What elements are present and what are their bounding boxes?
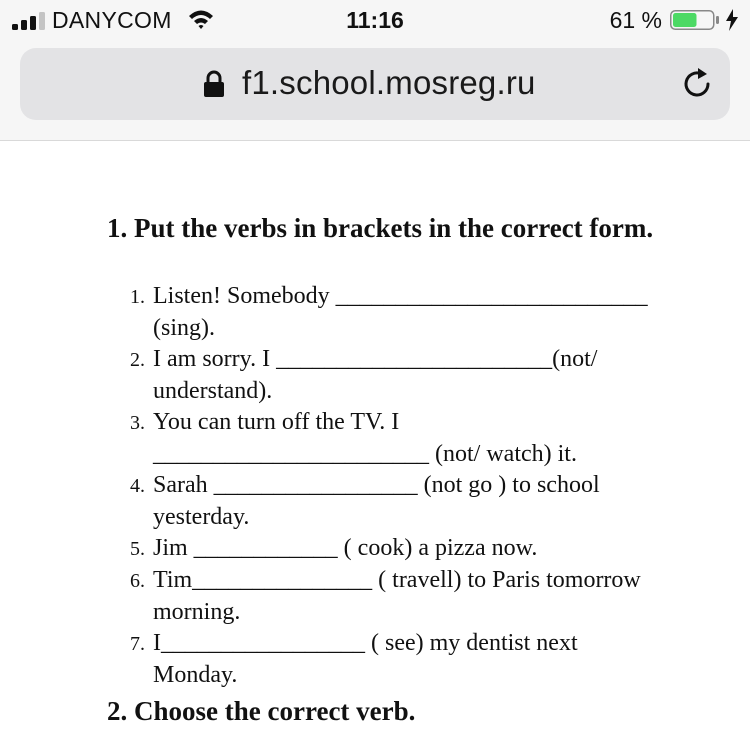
- item-7-line-1: I_________________ ( see) my dentist next: [153, 630, 578, 656]
- reload-icon[interactable]: [679, 66, 715, 102]
- item-3-line-1: You can turn off the TV. I: [153, 409, 400, 435]
- browser-chrome: [0, 0, 750, 141]
- clock: 11:16: [346, 7, 404, 33]
- item-3-line-2: _______________________ (not/ watch) it.: [153, 441, 577, 467]
- item-number: 7.: [130, 633, 145, 655]
- carrier-name: DANYCOM: [52, 7, 172, 33]
- battery-icon: [670, 10, 720, 30]
- item-number: 6.: [130, 570, 145, 592]
- item-number: 3.: [130, 412, 145, 434]
- item-1-line-1: Listen! Somebody __________________________: [153, 283, 648, 309]
- item-4-line-1: Sarah _________________ (not go ) to school: [153, 472, 600, 498]
- charging-bolt-icon: [725, 9, 739, 31]
- item-2-line-1: I am sorry. I _______________________(not/: [153, 346, 598, 372]
- battery-percent: 61 %: [609, 7, 662, 33]
- item-7-line-2: Monday.: [153, 662, 238, 688]
- item-6-line-1: Tim_______________ ( travell) to Paris tomorrow: [153, 567, 641, 593]
- address-bar[interactable]: [20, 48, 730, 120]
- status-bar: [0, 0, 750, 42]
- item-number: 1.: [130, 286, 145, 308]
- item-5-line-1: Jim ____________ ( cook) a pizza now.: [153, 535, 538, 561]
- item-6-line-2: morning.: [153, 599, 241, 625]
- item-4-line-2: yesterday.: [153, 504, 250, 530]
- url-text[interactable]: f1.school.mosreg.ru: [242, 64, 536, 101]
- section-2-title: 2. Choose the correct verb.: [107, 696, 416, 726]
- item-number: 4.: [130, 475, 145, 497]
- item-number: 2.: [130, 349, 145, 371]
- item-number: 5.: [130, 538, 145, 560]
- item-2-line-2: understand).: [153, 378, 273, 404]
- item-1-line-2: (sing).: [153, 315, 215, 341]
- lock-icon: [203, 70, 225, 98]
- section-1-title: 1. Put the verbs in brackets in the correct form.: [107, 213, 654, 243]
- worksheet-page: [0, 141, 750, 730]
